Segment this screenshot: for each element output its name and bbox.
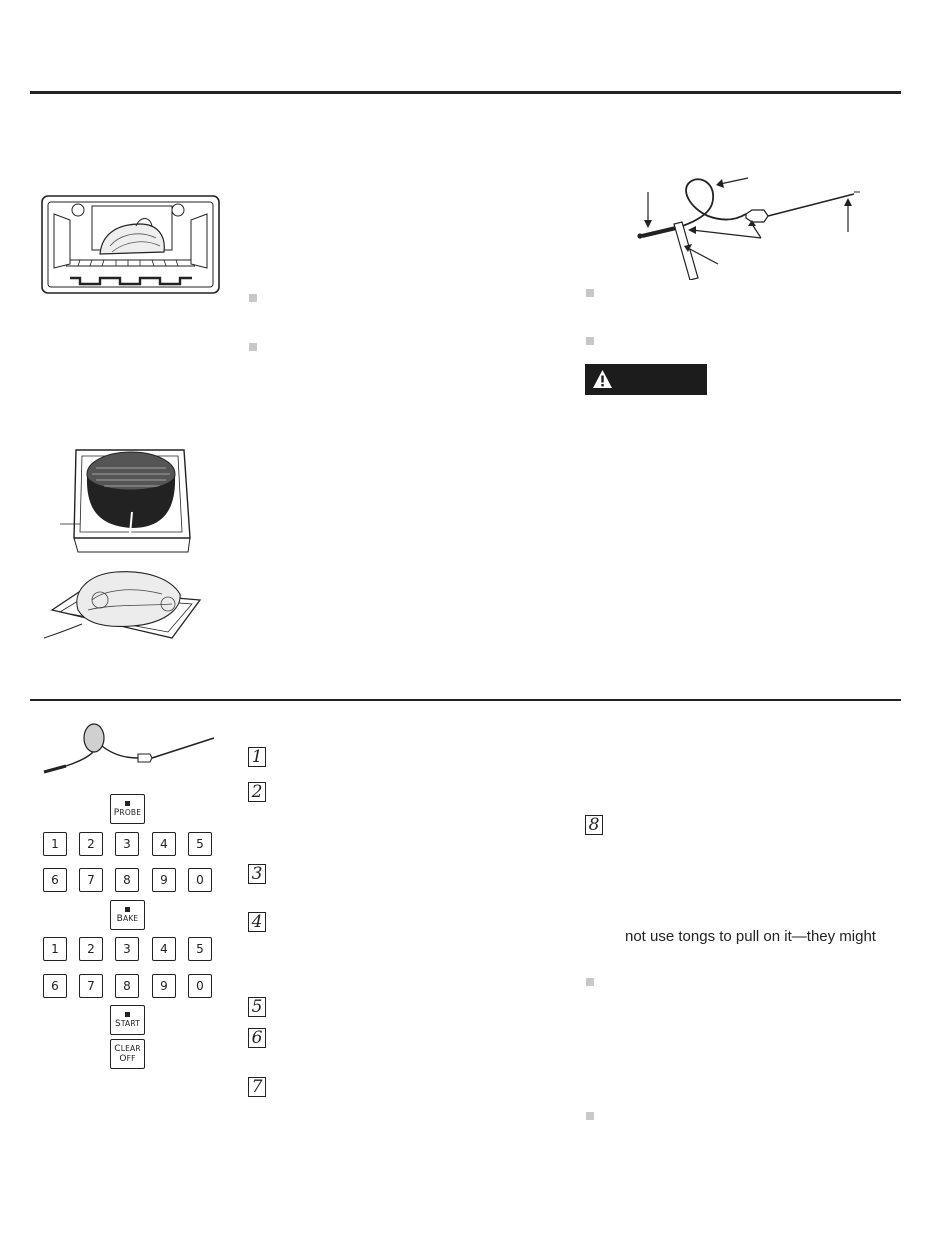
upper-digit-0-pad[interactable]: 0	[188, 868, 212, 892]
probe-diagram	[628, 168, 864, 280]
probe-pad[interactable]: PROBE	[110, 794, 145, 824]
bullet-4	[586, 337, 594, 345]
bullet-2	[249, 343, 257, 351]
upper-digit-5-pad[interactable]: 5	[188, 832, 212, 856]
step-5-number: 5	[248, 997, 266, 1017]
lower-digit-9-pad[interactable]: 9	[152, 974, 176, 998]
upper-digit-4-pad[interactable]: 4	[152, 832, 176, 856]
start-pad[interactable]: START	[110, 1005, 145, 1035]
step-3-number: 3	[248, 864, 266, 884]
lower-digit-2-pad[interactable]: 2	[79, 937, 103, 961]
lower-digit-8-pad[interactable]: 8	[115, 974, 139, 998]
step-4-number: 4	[248, 912, 266, 932]
lower-digit-5-pad[interactable]: 5	[188, 937, 212, 961]
lower-digit-0-pad[interactable]: 0	[188, 974, 212, 998]
bullet-5	[586, 978, 594, 986]
top-section-rule	[30, 91, 901, 94]
warning-triangle-icon	[592, 369, 613, 389]
lower-digit-1-pad[interactable]: 1	[43, 937, 67, 961]
upper-digit-7-pad[interactable]: 7	[79, 868, 103, 892]
middle-section-rule	[30, 699, 901, 701]
lower-digit-4-pad[interactable]: 4	[152, 937, 176, 961]
step-8-number: 8	[585, 815, 603, 835]
oven-interior-illustration	[40, 194, 222, 296]
roast-in-pan-illustration	[56, 442, 196, 554]
bullet-1	[249, 294, 257, 302]
bake-pad[interactable]: BAKE	[110, 900, 145, 930]
upper-digit-6-pad[interactable]: 6	[43, 868, 67, 892]
tongs-warning-text: not use tongs to pull on it—they might	[625, 928, 876, 945]
lower-digit-6-pad[interactable]: 6	[43, 974, 67, 998]
clear-off-pad[interactable]: CLEAR OFF	[110, 1039, 145, 1069]
upper-digit-1-pad[interactable]: 1	[43, 832, 67, 856]
bullet-6	[586, 1112, 594, 1120]
lower-digit-7-pad[interactable]: 7	[79, 974, 103, 998]
upper-digit-3-pad[interactable]: 3	[115, 832, 139, 856]
step-6-number: 6	[248, 1028, 266, 1048]
turkey-in-pan-illustration	[42, 560, 206, 656]
upper-digit-9-pad[interactable]: 9	[152, 868, 176, 892]
step-1-number: 1	[248, 747, 266, 767]
probe-small-illustration	[42, 720, 218, 776]
step-7-number: 7	[248, 1077, 266, 1097]
upper-digit-8-pad[interactable]: 8	[115, 868, 139, 892]
bullet-3	[586, 289, 594, 297]
warning-label	[585, 364, 707, 395]
lower-digit-3-pad[interactable]: 3	[115, 937, 139, 961]
step-2-number: 2	[248, 782, 266, 802]
upper-digit-2-pad[interactable]: 2	[79, 832, 103, 856]
